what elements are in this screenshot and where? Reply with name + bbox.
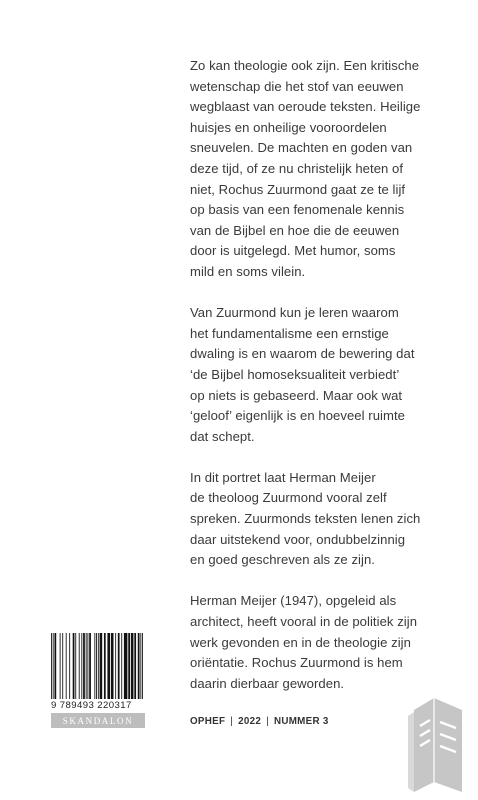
series-name: OPHEF (190, 716, 226, 727)
paragraph-2 (190, 303, 440, 447)
series-separator: | (266, 716, 269, 727)
text-line: architect, heeft vooral in de politiek zijn (190, 614, 418, 630)
text-line: wegblaast van oeroude teksten. Heilige (190, 99, 421, 115)
isbn-number: 9 789493 220317 (51, 700, 132, 711)
text-line: sneuvelen. De machten en goden van (190, 140, 413, 156)
text-line: spreken. Zuurmonds teksten lenen zich (190, 511, 421, 527)
paragraph-3 (190, 468, 440, 571)
text-line: mild en soms vilein. (190, 263, 306, 279)
text-line: deze tijd, of ze nu christelijk heten of (190, 160, 404, 176)
text-line: en goed geschreven als ze zijn. (190, 552, 375, 568)
text-line: op basis van een fenomenale kennis (190, 202, 405, 218)
text-line: oriëntatie. Rochus Zuurmond is hem (190, 655, 403, 671)
blurb-text (190, 56, 440, 715)
text-line: de theoloog Zuurmond vooral zelf (190, 490, 387, 506)
text-line: In dit portret laat Herman Meijer (190, 469, 376, 485)
text-line: ‘de Bijbel homoseksualiteit verbiedt’ (190, 366, 400, 382)
text-line: daar uitstekend voor, ondubbelzinnig (190, 531, 406, 547)
text-line: Herman Meijer (1947), opgeleid als (190, 593, 397, 609)
text-line: niet, Rochus Zuurmond gaat ze te lijf (190, 181, 406, 197)
book-silhouette-icon (400, 696, 466, 796)
text-line: dat schept. (190, 428, 255, 444)
text-line: door is uitgelegd. Met humor, soms (190, 243, 396, 259)
text-line: Zo kan theologie ook zijn. Een kritische (190, 58, 420, 73)
series-line (190, 716, 329, 727)
text-line: wetenschap die het stof van eeuwen (190, 78, 404, 94)
text-line: ‘geloof’ eigenlijk is en hoeveel ruimte (190, 408, 405, 424)
barcode-icon (51, 633, 143, 699)
text-line: het fundamentalisme een ernstige (190, 325, 389, 341)
text-line: op niets is gebaseerd. Maar ook wat (190, 387, 403, 403)
series-separator: | (230, 716, 234, 727)
text-line: dwaling is en waarom de bewering dat (190, 346, 415, 362)
text-line: huisjes en onheilige vooroordelen (190, 119, 387, 135)
paragraph-1 (190, 56, 440, 283)
series-number: NUMMER 3 (273, 716, 329, 727)
text-line: van de Bijbel en hoe die de eeuwen (190, 222, 400, 238)
text-line: werk gevonden en in de theologie zijn (190, 634, 411, 650)
publisher-logo: SKANDALON (51, 713, 145, 728)
paragraph-4 (190, 591, 440, 694)
text-line: daarin dierbaar geworden. (190, 675, 345, 691)
text-line: Van Zuurmond kun je leren waarom (190, 305, 399, 321)
barcode-block (51, 633, 146, 728)
series-year: 2022 (238, 716, 262, 727)
